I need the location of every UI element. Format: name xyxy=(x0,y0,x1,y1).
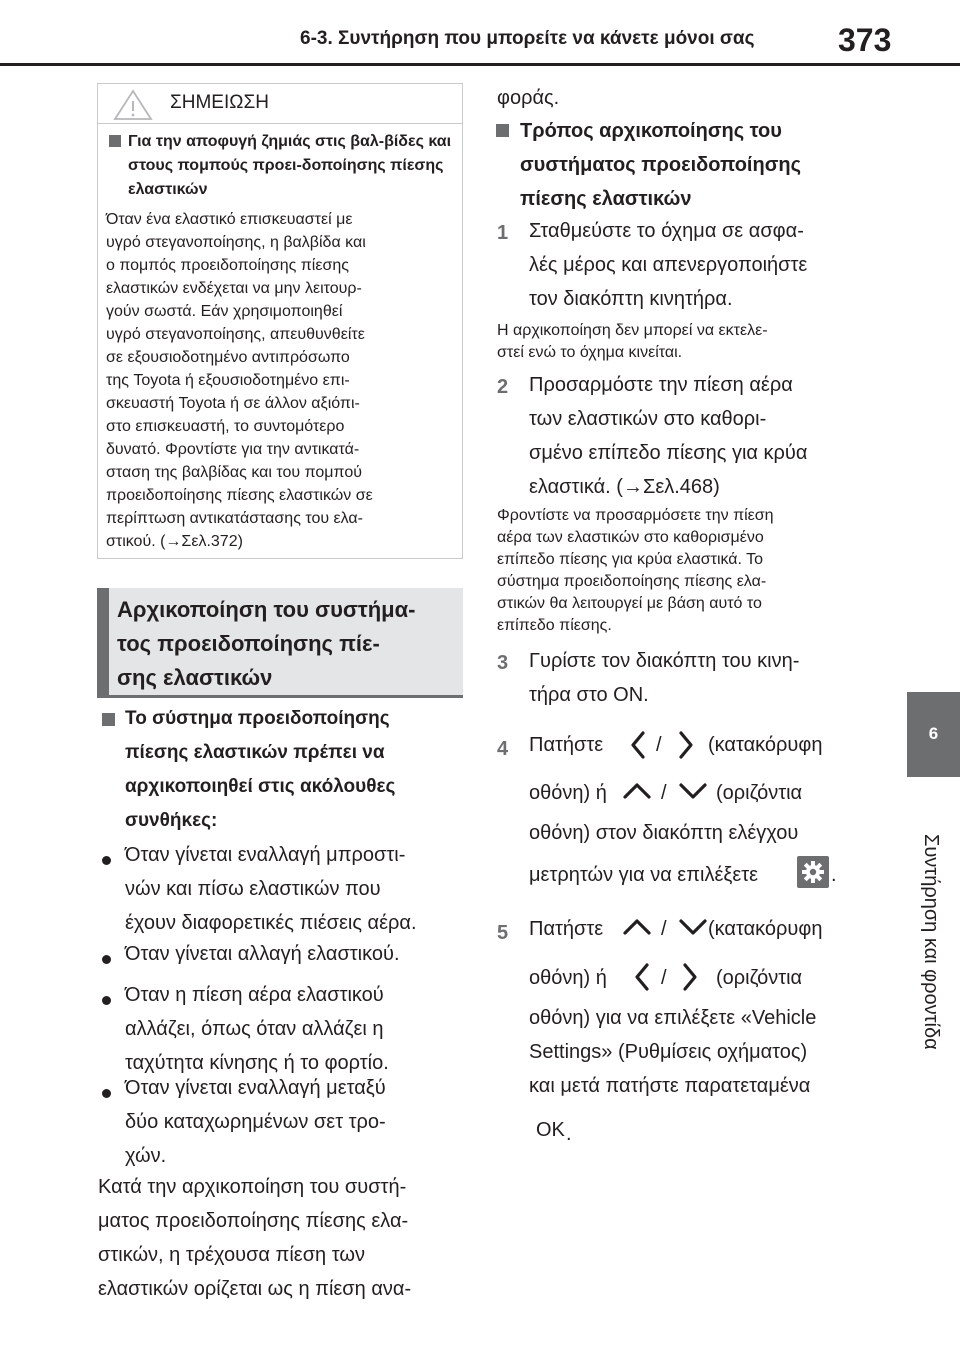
step-text: Πατήστε xyxy=(529,918,604,940)
page-number: 373 xyxy=(838,22,892,58)
section-heading-underline xyxy=(97,695,463,698)
subhead-square xyxy=(496,124,509,137)
bullet-dot xyxy=(102,955,111,964)
header-rule xyxy=(0,63,960,66)
note-subtitle: Για την αποφυγή ζημιάς στις βαλ-βίδες και στους πομπούς προει-δοποίησης πίεσης ελαστικών xyxy=(128,133,452,198)
initialization-paragraph: Κατά την αρχικοποίηση του συστή- ματος προειδοποίησης πίεσης ελα- στικών, η τρέχουσα πίεση των ελαστικών ορίζεται ως η πίεση ανα- xyxy=(98,1176,412,1300)
chapter-title-text: Συντήρηση και φροντίδα xyxy=(920,834,942,1050)
step-number: 2 xyxy=(497,376,509,398)
note-body: Όταν ένα ελαστικό επισκευαστεί με υγρό στεγανοποίησης, η βαλβίδα και ο πομπός προειδοποίησης πίεσης ελαστικών ενδέχεται να μην λειτουρ- γούν σωστά. Εάν χρησιμοποιηθεί υγρό στεγανοποίησης, απευθυνθείτε σε εξουσιοδοτημένο αντιπρόσωπο της Toyota ή εξουσιοδοτημένο επι- σκευαστή Toyota ή σε άλλον αξιόπι- στο επισκευαστή, το συντομότερο δυνατό. Φροντίστε για την αντικατά- σταση της βαλβίδας και του πομπού προειδοποίησης πίεσης ελαστικών σε περίπτωση αντικατάστασης του ελα- στικού. (→Σελ.372) xyxy=(106,211,373,550)
gear-icon xyxy=(797,856,829,888)
procedure-subhead: Τρόπος αρχικοποίησης του συστήματος προειδοποίησης πίεσης ελαστικών xyxy=(520,120,802,210)
chevron-right-icon xyxy=(676,729,696,761)
chevron-up-icon xyxy=(620,780,654,802)
chapter-number: 6 xyxy=(928,724,939,743)
continuation-text: φοράς. xyxy=(497,87,560,109)
settings-gear-button xyxy=(797,856,829,888)
slash: / xyxy=(661,782,667,804)
step-number: 3 xyxy=(497,652,509,674)
step-text: (κατακόρυφη xyxy=(708,918,823,940)
step-number: 4 xyxy=(497,738,509,760)
period: . xyxy=(831,864,837,886)
step-text: (οριζόντια xyxy=(716,782,803,804)
step-text: (κατακόρυφη xyxy=(708,734,823,756)
slash: / xyxy=(661,967,667,989)
step-text: (οριζόντια xyxy=(716,967,803,989)
step-text: οθόνη) ή xyxy=(529,782,607,804)
step-text: οθόνη) για να επιλέξετε «Vehicle Settings» (Ρυθμίσεις οχήματος) και μετά πατήστε παρατεταμένα xyxy=(529,1007,817,1097)
step-text: οθόνη) ή xyxy=(529,967,607,989)
slash: / xyxy=(656,734,662,756)
conditions-subhead: Το σύστημα προειδοποίησης πίεσης ελαστικών πρέπει να αρχικοποιηθεί στις ακόλουθες συνθήκες: xyxy=(125,708,396,831)
section-heading-bar xyxy=(97,588,109,698)
step-note: Φροντίστε να προσαρμόσετε την πίεση αέρα των ελαστικών στο καθορισμένο επίπεδο πίεσης για κρύα ελαστικά. Το σύστημα προειδοποίησης πίεσης ελα- στικών θα λειτουργεί με βάση αυτό το επίπεδο πίεσης. xyxy=(497,507,774,634)
bullet-item: Όταν γίνεται εναλλαγή μεταξύ δύο καταχωρημένων σετ τρο- χών. xyxy=(125,1077,386,1167)
step-text: Σταθμεύστε το όχημα σε ασφα- λές μέρος και απενεργοποιήστε τον διακόπτη κινητήρα. xyxy=(529,220,808,310)
step-text: οθόνη) στον διακόπτη ελέγχου xyxy=(529,822,799,844)
bullet-item: Όταν γίνεται εναλλαγή μπροστι- νών και πίσω ελαστικών που έχουν διαφορετικές πιέσεις αέρα. xyxy=(125,844,417,934)
step-note: Η αρχικοποίηση δεν μπορεί να εκτελε- στεί ενώ το όχημα κινείται. xyxy=(497,322,768,361)
step-number: 5 xyxy=(497,922,509,944)
chevron-down-icon xyxy=(676,780,710,802)
chevron-up-icon xyxy=(620,916,654,938)
step-text: Πατήστε xyxy=(529,734,604,756)
section-heading: Αρχικοποίηση του συστήμα- τος προειδοποίησης πίε- σης ελαστικών xyxy=(117,597,416,690)
bullet-dot xyxy=(102,1089,111,1098)
note-title: ΣΗΜΕΙΩΣΗ xyxy=(170,92,269,113)
step-number: 1 xyxy=(497,222,509,244)
bullet-item: Όταν γίνεται αλλαγή ελαστικού. xyxy=(125,943,400,965)
chevron-right-icon xyxy=(680,961,700,993)
slash: / xyxy=(661,918,667,940)
chapter-title-vertical xyxy=(914,834,950,1051)
chevron-left-icon xyxy=(632,961,652,993)
note-bullet-square xyxy=(109,135,121,147)
bullet-dot xyxy=(102,996,111,1005)
chevron-down-icon xyxy=(676,916,710,938)
running-header-title: 6-3. Συντήρηση που μπορείτε να κάνετε μόνοι σας xyxy=(300,28,755,49)
step-text: Προσαρμόστε την πίεση αέρα των ελαστικών στο καθορι- σμένο επίπεδο πίεσης για κρύα ελαστικά. (→Σελ.468) xyxy=(529,374,808,498)
bullet-dot xyxy=(102,856,111,865)
ok-button-label: OK xyxy=(536,1119,565,1141)
subhead-square xyxy=(102,713,115,726)
chevron-left-icon xyxy=(628,729,648,761)
step-text: μετρητών για να επιλέξετε xyxy=(529,864,759,886)
bullet-item: Όταν η πίεση αέρα ελαστικού αλλάζει, όπως όταν αλλάζει η ταχύτητα κίνησης ή το φορτίο. xyxy=(125,984,389,1074)
warning-triangle-icon xyxy=(113,89,153,121)
period: . xyxy=(566,1123,572,1145)
step-text: Γυρίστε τον διακόπτη του κινη- τήρα στο ON. xyxy=(529,650,800,706)
